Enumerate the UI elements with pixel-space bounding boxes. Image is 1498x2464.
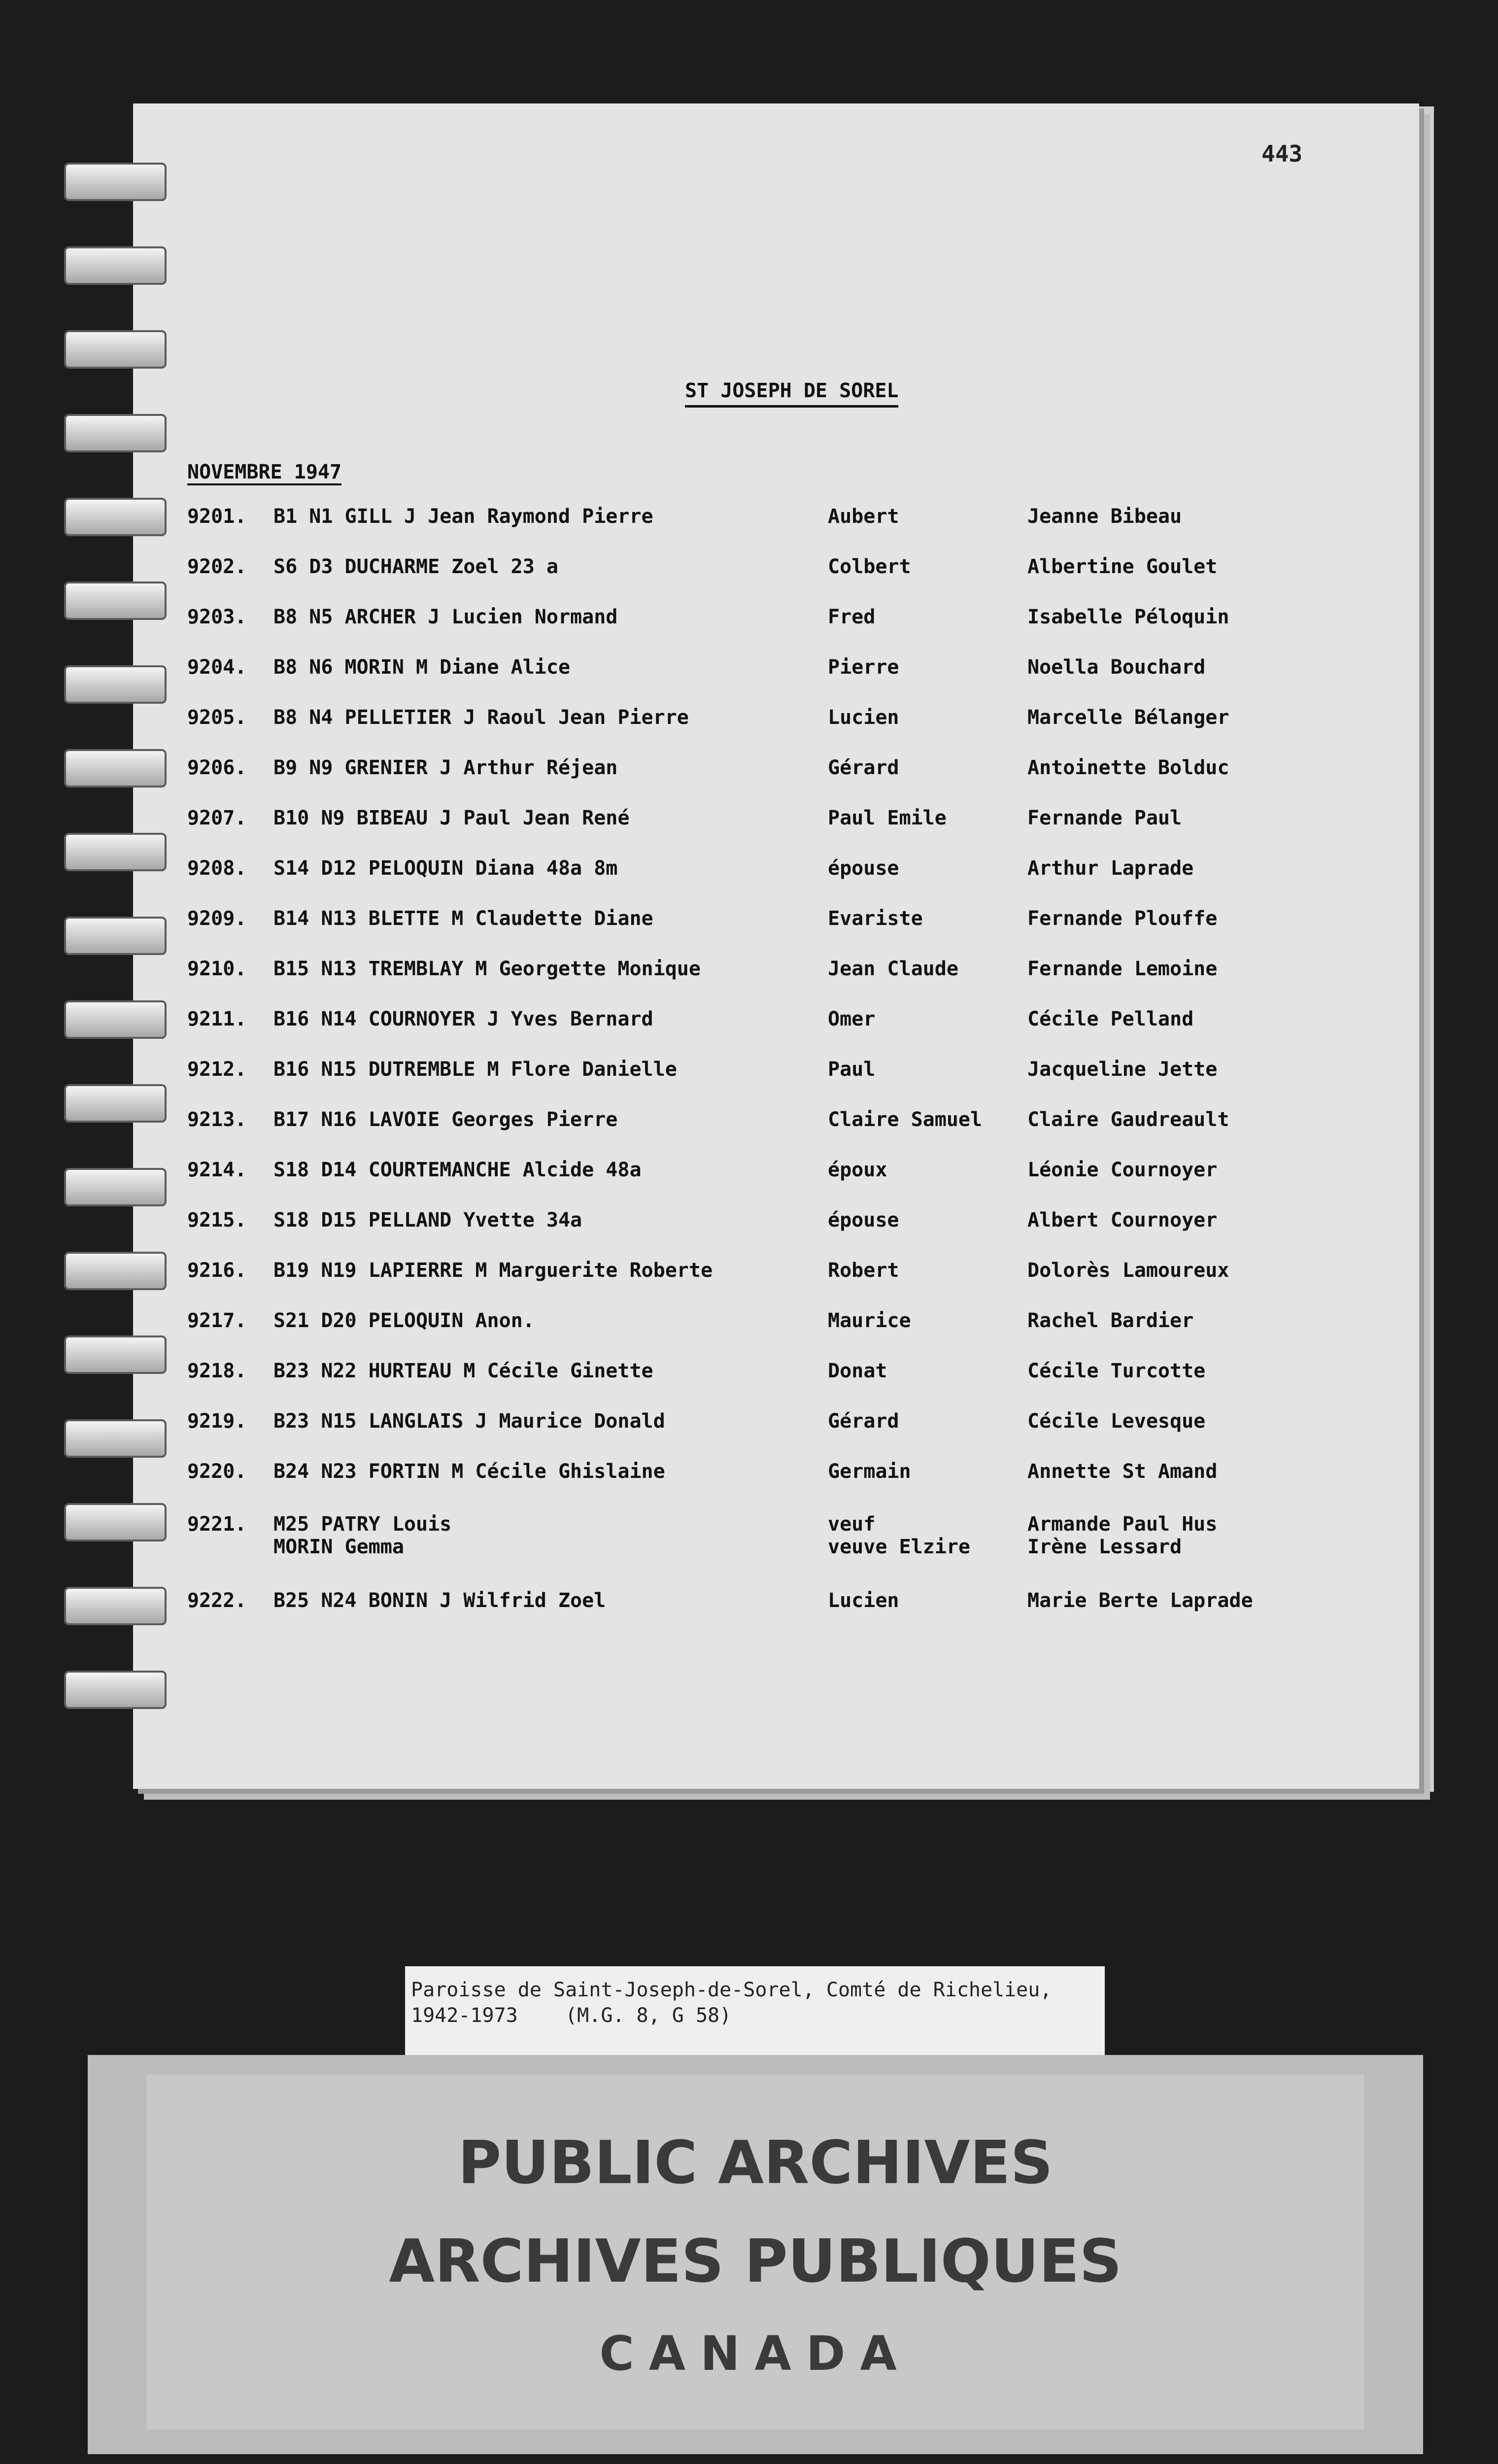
register-entry: [0, 1159, 1380, 1203]
register-entry: [0, 1460, 1380, 1505]
entry-mother: Fernande Plouffe: [1027, 907, 1218, 930]
entry-mother: Fernande Paul: [1027, 807, 1182, 829]
entry-mother: Armande Paul Hus Irène Lessard: [1027, 1513, 1218, 1558]
entry-text: S6 D3 DUCHARME Zoel 23 a: [273, 555, 558, 578]
entry-number: 9214.: [187, 1159, 247, 1181]
entry-text: B17 N16 LAVOIE Georges Pierre: [273, 1108, 618, 1131]
parish-title: ST JOSEPH DE SOREL: [685, 379, 898, 408]
entry-number: 9219.: [187, 1410, 247, 1433]
entry-father: Donat: [828, 1360, 887, 1382]
entry-text: S18 D15 PELLAND Yvette 34a: [273, 1209, 582, 1232]
entry-text: M25 PATRY Louis MORIN Gemma: [273, 1513, 452, 1558]
entry-mother: Arthur Laprade: [1027, 857, 1194, 880]
entry-number: 9203.: [187, 606, 247, 628]
caption-line-2: 1942-1973 (M.G. 8, G 58): [411, 2004, 732, 2027]
register-entry: [0, 555, 1380, 600]
entry-mother: Léonie Cournoyer: [1027, 1159, 1218, 1181]
register-entry: [0, 907, 1380, 952]
register-entry: [0, 1008, 1380, 1052]
archives-stamp: [88, 2055, 1423, 2454]
entry-text: B1 N1 GILL J Jean Raymond Pierre: [273, 505, 653, 528]
register-entry: [0, 706, 1380, 751]
entry-number: 9210.: [187, 958, 247, 980]
entry-number: 9209.: [187, 907, 247, 930]
entry-mother: Fernande Lemoine: [1027, 958, 1218, 980]
entry-mother: Marie Berte Laprade: [1027, 1589, 1253, 1612]
entry-number: 9212.: [187, 1058, 247, 1081]
entry-father: Evariste: [828, 907, 923, 930]
entry-mother: Jeanne Bibeau: [1027, 505, 1182, 528]
entry-number: 9206.: [187, 756, 247, 779]
month-heading: NOVEMBRE 1947: [187, 461, 341, 485]
entry-mother: Isabelle Péloquin: [1027, 606, 1229, 628]
register-entry: [0, 1259, 1380, 1303]
entry-father: Fred: [828, 606, 876, 628]
entry-text: B24 N23 FORTIN M Cécile Ghislaine: [273, 1460, 665, 1483]
entry-mother: Rachel Bardier: [1027, 1309, 1194, 1332]
entry-father: Lucien: [828, 706, 899, 729]
entry-number: 9217.: [187, 1309, 247, 1332]
entry-mother: Albert Cournoyer: [1027, 1209, 1218, 1232]
entry-mother: Albertine Goulet: [1027, 555, 1218, 578]
entry-mother: Jacqueline Jette: [1027, 1058, 1218, 1081]
entry-number: 9216.: [187, 1259, 247, 1282]
entry-mother: Noella Bouchard: [1027, 656, 1206, 679]
entry-mother: Annette St Amand: [1027, 1460, 1218, 1483]
register-entry: [0, 807, 1380, 851]
entry-text: S21 D20 PELOQUIN Anon.: [273, 1309, 535, 1332]
entry-text: B9 N9 GRENIER J Arthur Réjean: [273, 756, 618, 779]
entry-text: B14 N13 BLETTE M Claudette Diane: [273, 907, 653, 930]
entry-number: 9218.: [187, 1360, 247, 1382]
entry-father: Jean Claude: [828, 958, 958, 980]
entry-number: 9220.: [187, 1460, 247, 1483]
stamp-line-3: CANADA: [599, 2326, 912, 2381]
entry-text: B8 N6 MORIN M Diane Alice: [273, 656, 571, 679]
register-entry: [0, 756, 1380, 801]
entry-mother: Cécile Levesque: [1027, 1410, 1206, 1433]
entry-father: épouse: [828, 857, 899, 880]
entry-text: B8 N4 PELLETIER J Raoul Jean Pierre: [273, 706, 689, 729]
entry-father: veuf veuve Elzire: [828, 1513, 970, 1558]
entry-mother: Claire Gaudreault: [1027, 1108, 1229, 1131]
entry-father: Paul: [828, 1058, 876, 1081]
entry-father: Germain: [828, 1460, 911, 1483]
entry-father: Lucien: [828, 1589, 899, 1612]
entry-text: B15 N13 TREMBLAY M Georgette Monique: [273, 958, 701, 980]
entry-father: époux: [828, 1159, 887, 1181]
entry-father: Pierre: [828, 656, 899, 679]
entry-text: B16 N15 DUTREMBLE M Flore Danielle: [273, 1058, 677, 1081]
register-entry: [0, 1589, 1380, 1634]
archive-caption: [405, 1966, 1105, 2060]
entry-text: B19 N19 LAPIERRE M Marguerite Roberte: [273, 1259, 713, 1282]
entry-number: 9213.: [187, 1108, 247, 1131]
register-entry: [0, 1108, 1380, 1153]
entry-text: B23 N15 LANGLAIS J Maurice Donald: [273, 1410, 665, 1433]
entry-text: B10 N9 BIBEAU J Paul Jean René: [273, 807, 630, 829]
entry-father: Gérard: [828, 756, 899, 779]
entry-number: 9204.: [187, 656, 247, 679]
register-entry: [0, 958, 1380, 1002]
caption-line-1: Paroisse de Saint-Joseph-de-Sorel, Comté de Richelieu,: [411, 1979, 1052, 2001]
register-entry: [0, 505, 1380, 549]
page-number: 443: [1261, 140, 1303, 167]
entry-text: B8 N5 ARCHER J Lucien Normand: [273, 606, 618, 628]
entry-text: S18 D14 COURTEMANCHE Alcide 48a: [273, 1159, 642, 1181]
entry-father: Maurice: [828, 1309, 911, 1332]
entry-number: 9207.: [187, 807, 247, 829]
entry-father: Omer: [828, 1008, 876, 1030]
entry-father: Aubert: [828, 505, 899, 528]
entry-text: B16 N14 COURNOYER J Yves Bernard: [273, 1008, 653, 1030]
register-entry: [0, 1209, 1380, 1253]
entry-father: Colbert: [828, 555, 911, 578]
entry-number: 9202.: [187, 555, 247, 578]
register-entry: [0, 1309, 1380, 1354]
register-entry: [0, 656, 1380, 700]
entry-text: B25 N24 BONIN J Wilfrid Zoel: [273, 1589, 606, 1612]
entry-text: B23 N22 HURTEAU M Cécile Ginette: [273, 1360, 653, 1382]
entry-number: 9215.: [187, 1209, 247, 1232]
entry-mother: Antoinette Bolduc: [1027, 756, 1229, 779]
entry-father: Claire Samuel: [828, 1108, 983, 1131]
entry-father: Robert: [828, 1259, 899, 1282]
register-entry: [0, 1410, 1380, 1454]
entry-father: Gérard: [828, 1410, 899, 1433]
register-entry: [0, 1360, 1380, 1404]
entry-number: 9221.: [187, 1513, 247, 1536]
entry-number: 9201.: [187, 505, 247, 528]
entry-text: S14 D12 PELOQUIN Diana 48a 8m: [273, 857, 618, 880]
register-entry: [0, 1513, 1380, 1577]
entry-number: 9205.: [187, 706, 247, 729]
register-entry: [0, 857, 1380, 901]
entry-mother: Cécile Pelland: [1027, 1008, 1194, 1030]
entry-father: épouse: [828, 1209, 899, 1232]
stamp-line-1: PUBLIC ARCHIVES: [458, 2129, 1053, 2197]
entry-father: Paul Emile: [828, 807, 947, 829]
register-entry: [0, 606, 1380, 650]
stamp-line-2: ARCHIVES PUBLIQUES: [389, 2227, 1122, 2296]
register-entry: [0, 1058, 1380, 1102]
stamp-panel: [147, 2075, 1364, 2430]
entry-mother: Cécile Turcotte: [1027, 1360, 1206, 1382]
entry-number: 9208.: [187, 857, 247, 880]
entry-number: 9222.: [187, 1589, 247, 1612]
entry-mother: Marcelle Bélanger: [1027, 706, 1229, 729]
entry-mother: Dolorès Lamoureux: [1027, 1259, 1229, 1282]
entry-number: 9211.: [187, 1008, 247, 1030]
